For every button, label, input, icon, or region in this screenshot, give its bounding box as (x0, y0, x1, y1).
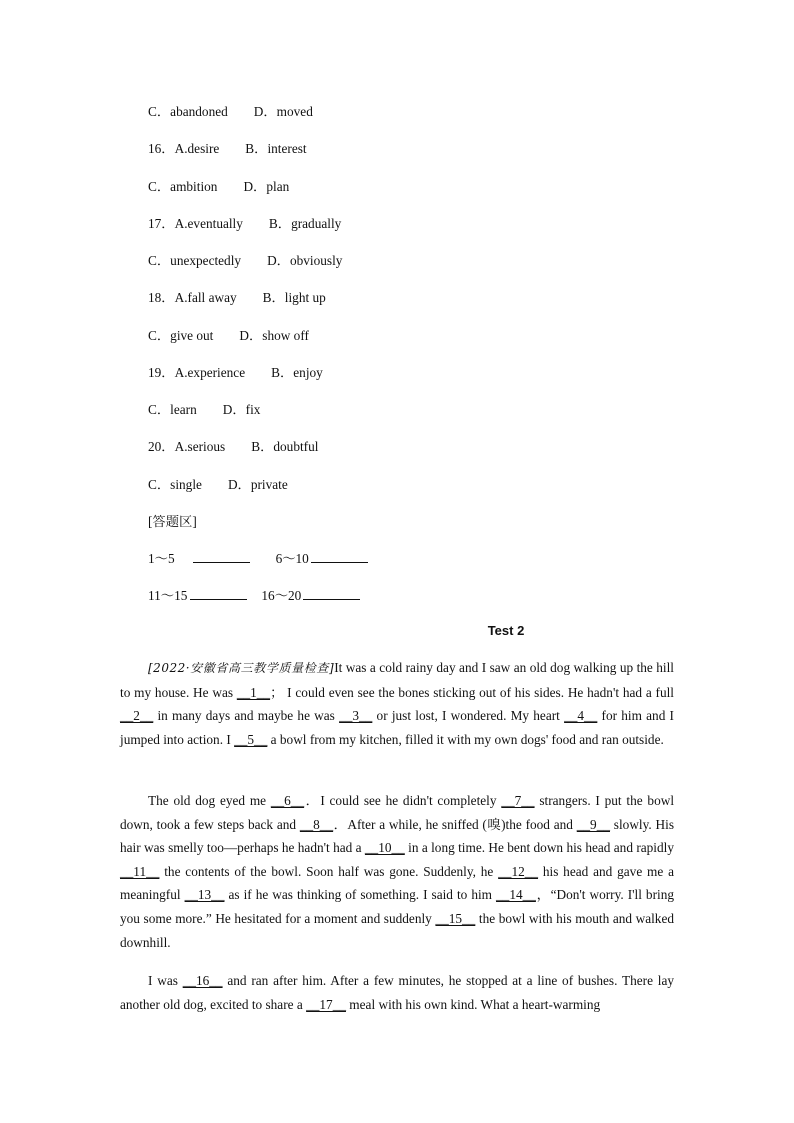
option-row: C．abandoned D．moved (148, 104, 313, 119)
answer-blank[interactable] (193, 550, 250, 563)
answer-blank[interactable] (190, 587, 247, 600)
option-row: C．ambition D．plan (148, 179, 290, 194)
blank-2[interactable]: __2__ (120, 708, 154, 724)
blank-9[interactable]: __9__ (576, 816, 610, 832)
blank-11[interactable]: __11__ (120, 863, 160, 879)
blank-14[interactable]: __14__ (496, 887, 536, 903)
option-row: C．unexpectedly D．obviously (148, 253, 343, 268)
option-row: C．single D．private (148, 477, 288, 492)
blank-7[interactable]: __7__ (501, 793, 535, 808)
blank-13[interactable]: __13__ (184, 887, 225, 903)
passage-paragraph-2: The old dog eyed me __6__．I could see he didn't completely __7__ strangers. I put the bowl down, took a few steps back and __8__．After a while, he sniffed (嗅)the food and __9__ slowly. His hair was smelly too—perhaps he hadn't had a __10__ in a long time. He bent down his head and rapidly __11__ the contents of the bowl. Soon half was gone. Suddenly, he __12__ his head and gave me a meaningful __13__ as if he was thinking of something. I said to him __14__，“Don't worry. I'll bring you some more.” He hesitated for a moment and suddenly __15__ the bowl with his mouth and walked downhill. (120, 793, 675, 950)
answer-blank[interactable] (311, 550, 368, 563)
answer-blank[interactable] (303, 587, 360, 600)
blank-6[interactable]: __6__ (270, 793, 305, 808)
blank-15[interactable]: __15__ (435, 910, 476, 926)
blank-17[interactable]: __17__ (306, 996, 346, 1012)
option-row: 19．A.experience B．enjoy (148, 365, 323, 380)
blank-16[interactable]: __16__ (182, 973, 223, 988)
source-label: [2022·安徽省高三教学质量检查] (148, 661, 335, 675)
option-row: 20．A.serious B．doubtful (148, 439, 319, 454)
option-row: C．learn D．fix (148, 402, 261, 417)
test-title: Test 2 (487, 623, 525, 638)
option-row: 18．A.fall away B．light up (148, 290, 326, 305)
blank-12[interactable]: __12__ (498, 863, 539, 879)
option-row: 16．A.desire B．interest (148, 141, 307, 156)
blank-3[interactable]: __3__ (339, 708, 373, 724)
passage-paragraph-3: I was __16__ and ran after him. After a few minutes, he stopped at a line of bushes. There lay another old dog, excited to share a __17__ meal with his own kind. What a heart-warming (120, 973, 674, 1012)
blank-1[interactable]: __1__ (236, 684, 271, 700)
option-row: 17．A.eventually B．gradually (148, 216, 342, 231)
blank-10[interactable]: __10__ (364, 840, 405, 856)
passage-paragraph-1: [2022·安徽省高三教学质量检查]It was a cold rainy day and I saw an old dog walking up the hill to my house. He was __1__； I could even see the bones sticking out of his sides. He hadn't had a full __2__ in many days and maybe he was __3__ or just lost, I wondered. My heart __4__ for him and I jumped into action. I __5__ a bowl from my kitchen, filled it with my own dogs' food and ran outside. (120, 660, 675, 747)
answer-area-label: [答题区] (148, 514, 197, 529)
blank-5[interactable]: __5__ (234, 731, 268, 747)
blank-8[interactable]: __8__ (299, 816, 334, 832)
option-row: C．give out D．show off (148, 328, 309, 343)
answer-row: 11～15 16～20 (148, 585, 360, 604)
blank-4[interactable]: __4__ (564, 708, 598, 724)
answer-row: 1～5 6～10 (148, 548, 368, 567)
